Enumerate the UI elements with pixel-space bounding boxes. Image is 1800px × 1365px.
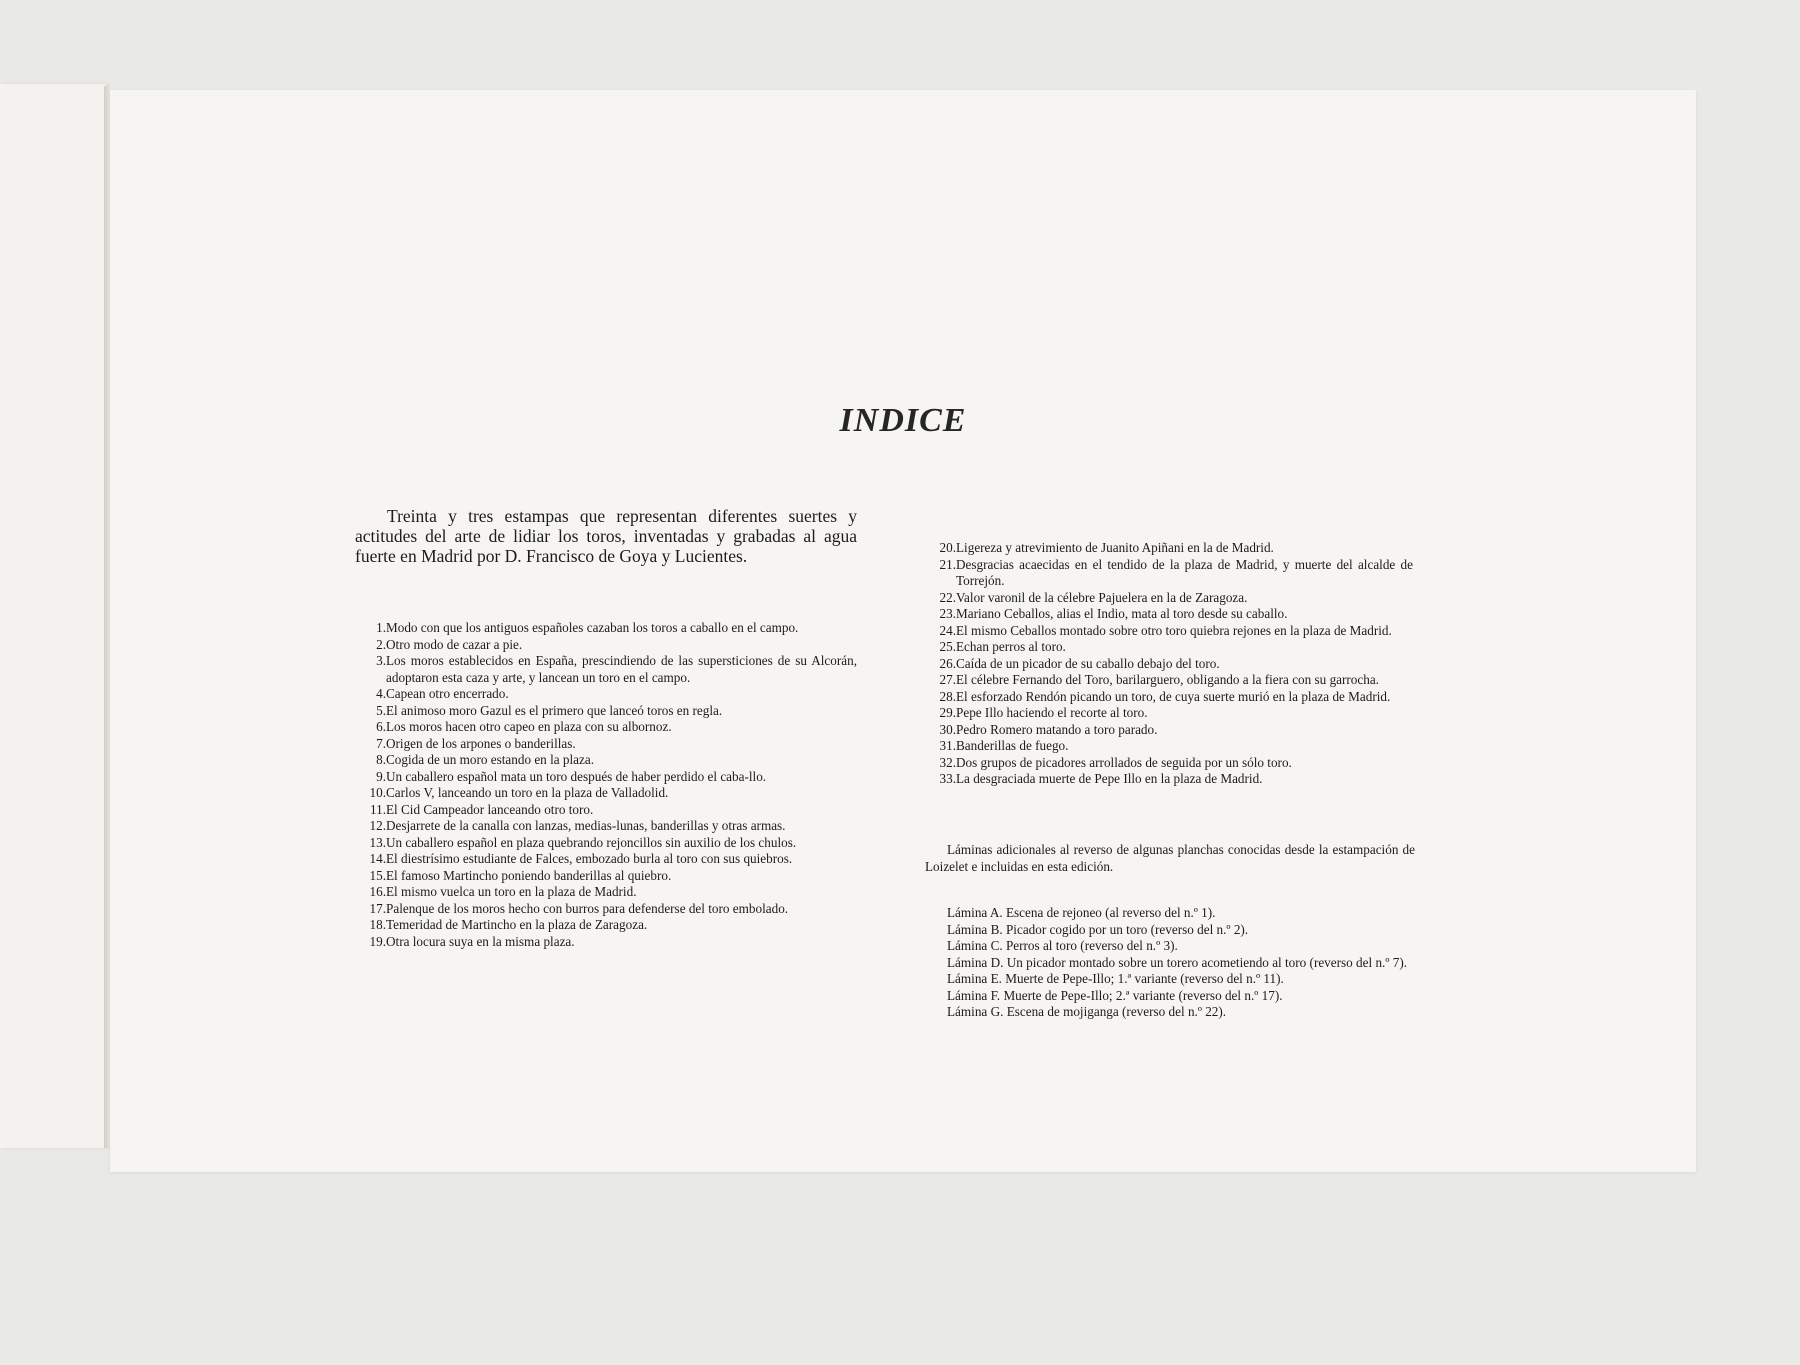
entry-text: Mariano Ceballos, alias el Indio, mata al toro desde su caballo.: [956, 606, 1288, 621]
page-title: INDICE: [839, 402, 967, 439]
entry-number: 30.: [939, 721, 956, 737]
entry-text: Temeridad de Martincho en la plaza de Zaragoza.: [386, 917, 648, 932]
entry-number: 15.: [369, 867, 386, 883]
plate-entry: Lámina C. Perros al toro (reverso del n.º 3).: [947, 938, 1178, 953]
right-page: [110, 90, 1696, 1172]
entry-number: 26.: [939, 655, 956, 671]
index-entry: [365, 901, 857, 918]
entry-text: La desgraciada muerte de Pepe Illo en la plaza de Madrid.: [956, 771, 1263, 786]
index-entry: [365, 802, 857, 819]
index-list-right: [935, 540, 1413, 788]
additional-plates-intro: Láminas adicionales al reverso de algunas planchas conocidas desde la estampación de Loizelet e incluidas en esta edición.: [925, 842, 1415, 874]
entry-number: 18.: [369, 917, 386, 932]
entry-number: 4.: [376, 686, 386, 701]
entry-text: Dos grupos de picadores arrollados de seguida por un sólo toro.: [956, 754, 1292, 770]
plate-entry: Lámina A. Escena de rejoneo (al reverso del n.º 1).: [947, 905, 1216, 920]
entry-number: 27.: [939, 672, 956, 687]
entry-number: 21.: [939, 556, 956, 572]
entry-number: 23.: [939, 606, 956, 621]
entry-text: Los moros hacen otro capeo en plaza con su albornoz.: [386, 719, 672, 734]
index-entry: [935, 771, 1413, 788]
plate-entry: Lámina F. Muerte de Pepe-Illo; 2.ª variante (reverso del n.º 17).: [947, 987, 1283, 1003]
index-entry: [365, 917, 857, 934]
entry-text: Desjarrete de la canalla con lanzas, medias-lunas, banderillas y otras armas.: [386, 818, 786, 833]
index-entry: [935, 623, 1413, 640]
index-entry: [365, 637, 857, 654]
entry-text: El célebre Fernando del Toro, barilarguero, obligando a la fiera con su garrocha.: [956, 672, 1379, 687]
entry-text: Cogida de un moro estando en la plaza.: [386, 752, 595, 767]
entry-text: El mismo vuelca un toro en la plaza de Madrid.: [386, 884, 637, 899]
entry-number: 29.: [939, 705, 956, 720]
entry-text: El animoso moro Gazul es el primero que lanceó toros en regla.: [386, 702, 723, 718]
index-entry: [365, 736, 857, 753]
entry-number: 12.: [369, 818, 386, 833]
index-entry: [365, 934, 857, 951]
entry-number: 32.: [939, 754, 956, 770]
entry-number: 9.: [376, 768, 386, 784]
entry-text: Modo con que los antiguos españoles cazaban los toros a caballo en el campo.: [386, 620, 799, 635]
entry-text: El famoso Martincho poniendo banderillas al quiebro.: [386, 867, 672, 883]
index-entry: [935, 557, 1413, 590]
entry-number: 31.: [939, 738, 956, 753]
plate-entry: Lámina D. Un picador montado sobre un torero acometiendo al toro (reverso del n.º 7).: [947, 954, 1408, 970]
index-entry: [365, 620, 857, 637]
index-entry: [935, 705, 1413, 722]
index-entry: [365, 719, 857, 736]
index-entry: [365, 686, 857, 703]
entry-text: Pedro Romero matando a toro parado.: [956, 721, 1158, 737]
entry-text: Un caballero español en plaza quebrando rejoncillos sin auxilio de los chulos.: [386, 834, 797, 850]
index-entry: [365, 818, 857, 835]
entry-text: El Cid Campeador lanceando otro toro.: [386, 801, 594, 817]
index-entry: [365, 785, 857, 802]
index-entry: [365, 884, 857, 901]
entry-number: 25.: [939, 639, 956, 654]
entry-text: El mismo Ceballos montado sobre otro toro quiebra rejones en la plaza de Madrid.: [956, 622, 1392, 638]
entry-text: Desgracias acaecidas en el tendido de la plaza de Madrid, y muerte del alcalde de Torrejón.: [956, 556, 1413, 588]
entry-text: Los moros establecidos en España, prescindiendo de las supersticiones de su Alcorán, adoptaron esta caza y arte, y lancean un toro en el campo.: [386, 653, 857, 685]
entry-number: 17.: [369, 900, 386, 916]
index-entry: [935, 738, 1413, 755]
entry-text: Carlos V, lanceando un toro en la plaza de Valladolid.: [386, 785, 669, 800]
index-entry: [935, 689, 1413, 706]
entry-text: Origen de los arpones o banderillas.: [386, 735, 576, 751]
entry-text: Pepe Illo haciendo el recorte al toro.: [956, 705, 1148, 720]
index-entry: [365, 851, 857, 868]
entry-text: Caída de un picador de su caballo debajo del toro.: [956, 655, 1220, 671]
index-entry: [365, 703, 857, 720]
entry-number: 13.: [369, 834, 386, 850]
entry-number: 10.: [369, 785, 386, 800]
index-entry: [365, 653, 857, 686]
left-page: [0, 84, 107, 1148]
plate-entry: Lámina B. Picador cogido por un toro (reverso del n.º 2).: [947, 921, 1249, 937]
entry-text: Valor varonil de la célebre Pajuelera en la de Zaragoza.: [956, 589, 1248, 605]
index-entry: [365, 835, 857, 852]
entry-number: 2.: [376, 636, 386, 652]
additional-plates-list: [925, 905, 1415, 1021]
plate-entry: Lámina E. Muerte de Pepe-Illo; 1.ª variante (reverso del n.º 11).: [947, 971, 1284, 986]
index-entry: [935, 590, 1413, 607]
entry-number: 8.: [376, 752, 386, 767]
entry-number: 7.: [376, 735, 386, 751]
entry-text: El diestrísimo estudiante de Falces, embozado burla al toro con sus quiebros.: [386, 851, 793, 866]
entry-text: Palenque de los moros hecho con burros para defenderse del toro embolado.: [386, 900, 789, 916]
index-entry: [935, 722, 1413, 739]
entry-number: 3.: [376, 653, 386, 668]
intro-paragraph: Treinta y tres estampas que representan diferentes suertes y actitudes del arte de lidiar los toros, inventadas y grabadas al agua fuerte en Madrid por D. Francisco de Goya y Lucientes.: [355, 506, 857, 566]
entry-text: Un caballero español mata un toro después de haber perdido el caba-llo.: [386, 768, 767, 784]
entry-text: Capean otro encerrado.: [386, 686, 509, 701]
index-entry: [935, 672, 1413, 689]
entry-number: 24.: [939, 622, 956, 638]
plate-entry: Lámina G. Escena de mojiganga (reverso del n.º 22).: [947, 1004, 1227, 1019]
entry-number: 22.: [939, 589, 956, 605]
index-entry: [365, 752, 857, 769]
index-entry: [365, 868, 857, 885]
entry-number: 5.: [376, 702, 386, 718]
index-entry: [935, 606, 1413, 623]
entry-text: El esforzado Rendón picando un toro, de cuya suerte murió en la plaza de Madrid.: [956, 688, 1391, 704]
index-entry: [365, 769, 857, 786]
entry-number: 28.: [939, 688, 956, 704]
entry-text: Otro modo de cazar a pie.: [386, 636, 523, 652]
index-list-left: [365, 620, 857, 950]
entry-text: Ligereza y atrevimiento de Juanito Apiñani en la de Madrid.: [956, 540, 1274, 555]
entry-number: 16.: [369, 884, 386, 899]
entry-text: Banderillas de fuego.: [956, 738, 1069, 753]
entry-number: 14.: [369, 851, 386, 866]
entry-number: 6.: [376, 719, 386, 734]
entry-number: 33.: [939, 771, 956, 786]
index-entry: [935, 755, 1413, 772]
index-entry: [935, 639, 1413, 656]
entry-number: 19.: [369, 933, 386, 949]
entry-text: Otra locura suya en la misma plaza.: [386, 933, 575, 949]
index-entry: [935, 540, 1413, 557]
entry-number: 20.: [939, 540, 956, 555]
entry-text: Echan perros al toro.: [956, 639, 1066, 654]
entry-number: 1.: [376, 620, 386, 635]
index-entry: [935, 656, 1413, 673]
entry-number: 11.: [370, 801, 386, 817]
